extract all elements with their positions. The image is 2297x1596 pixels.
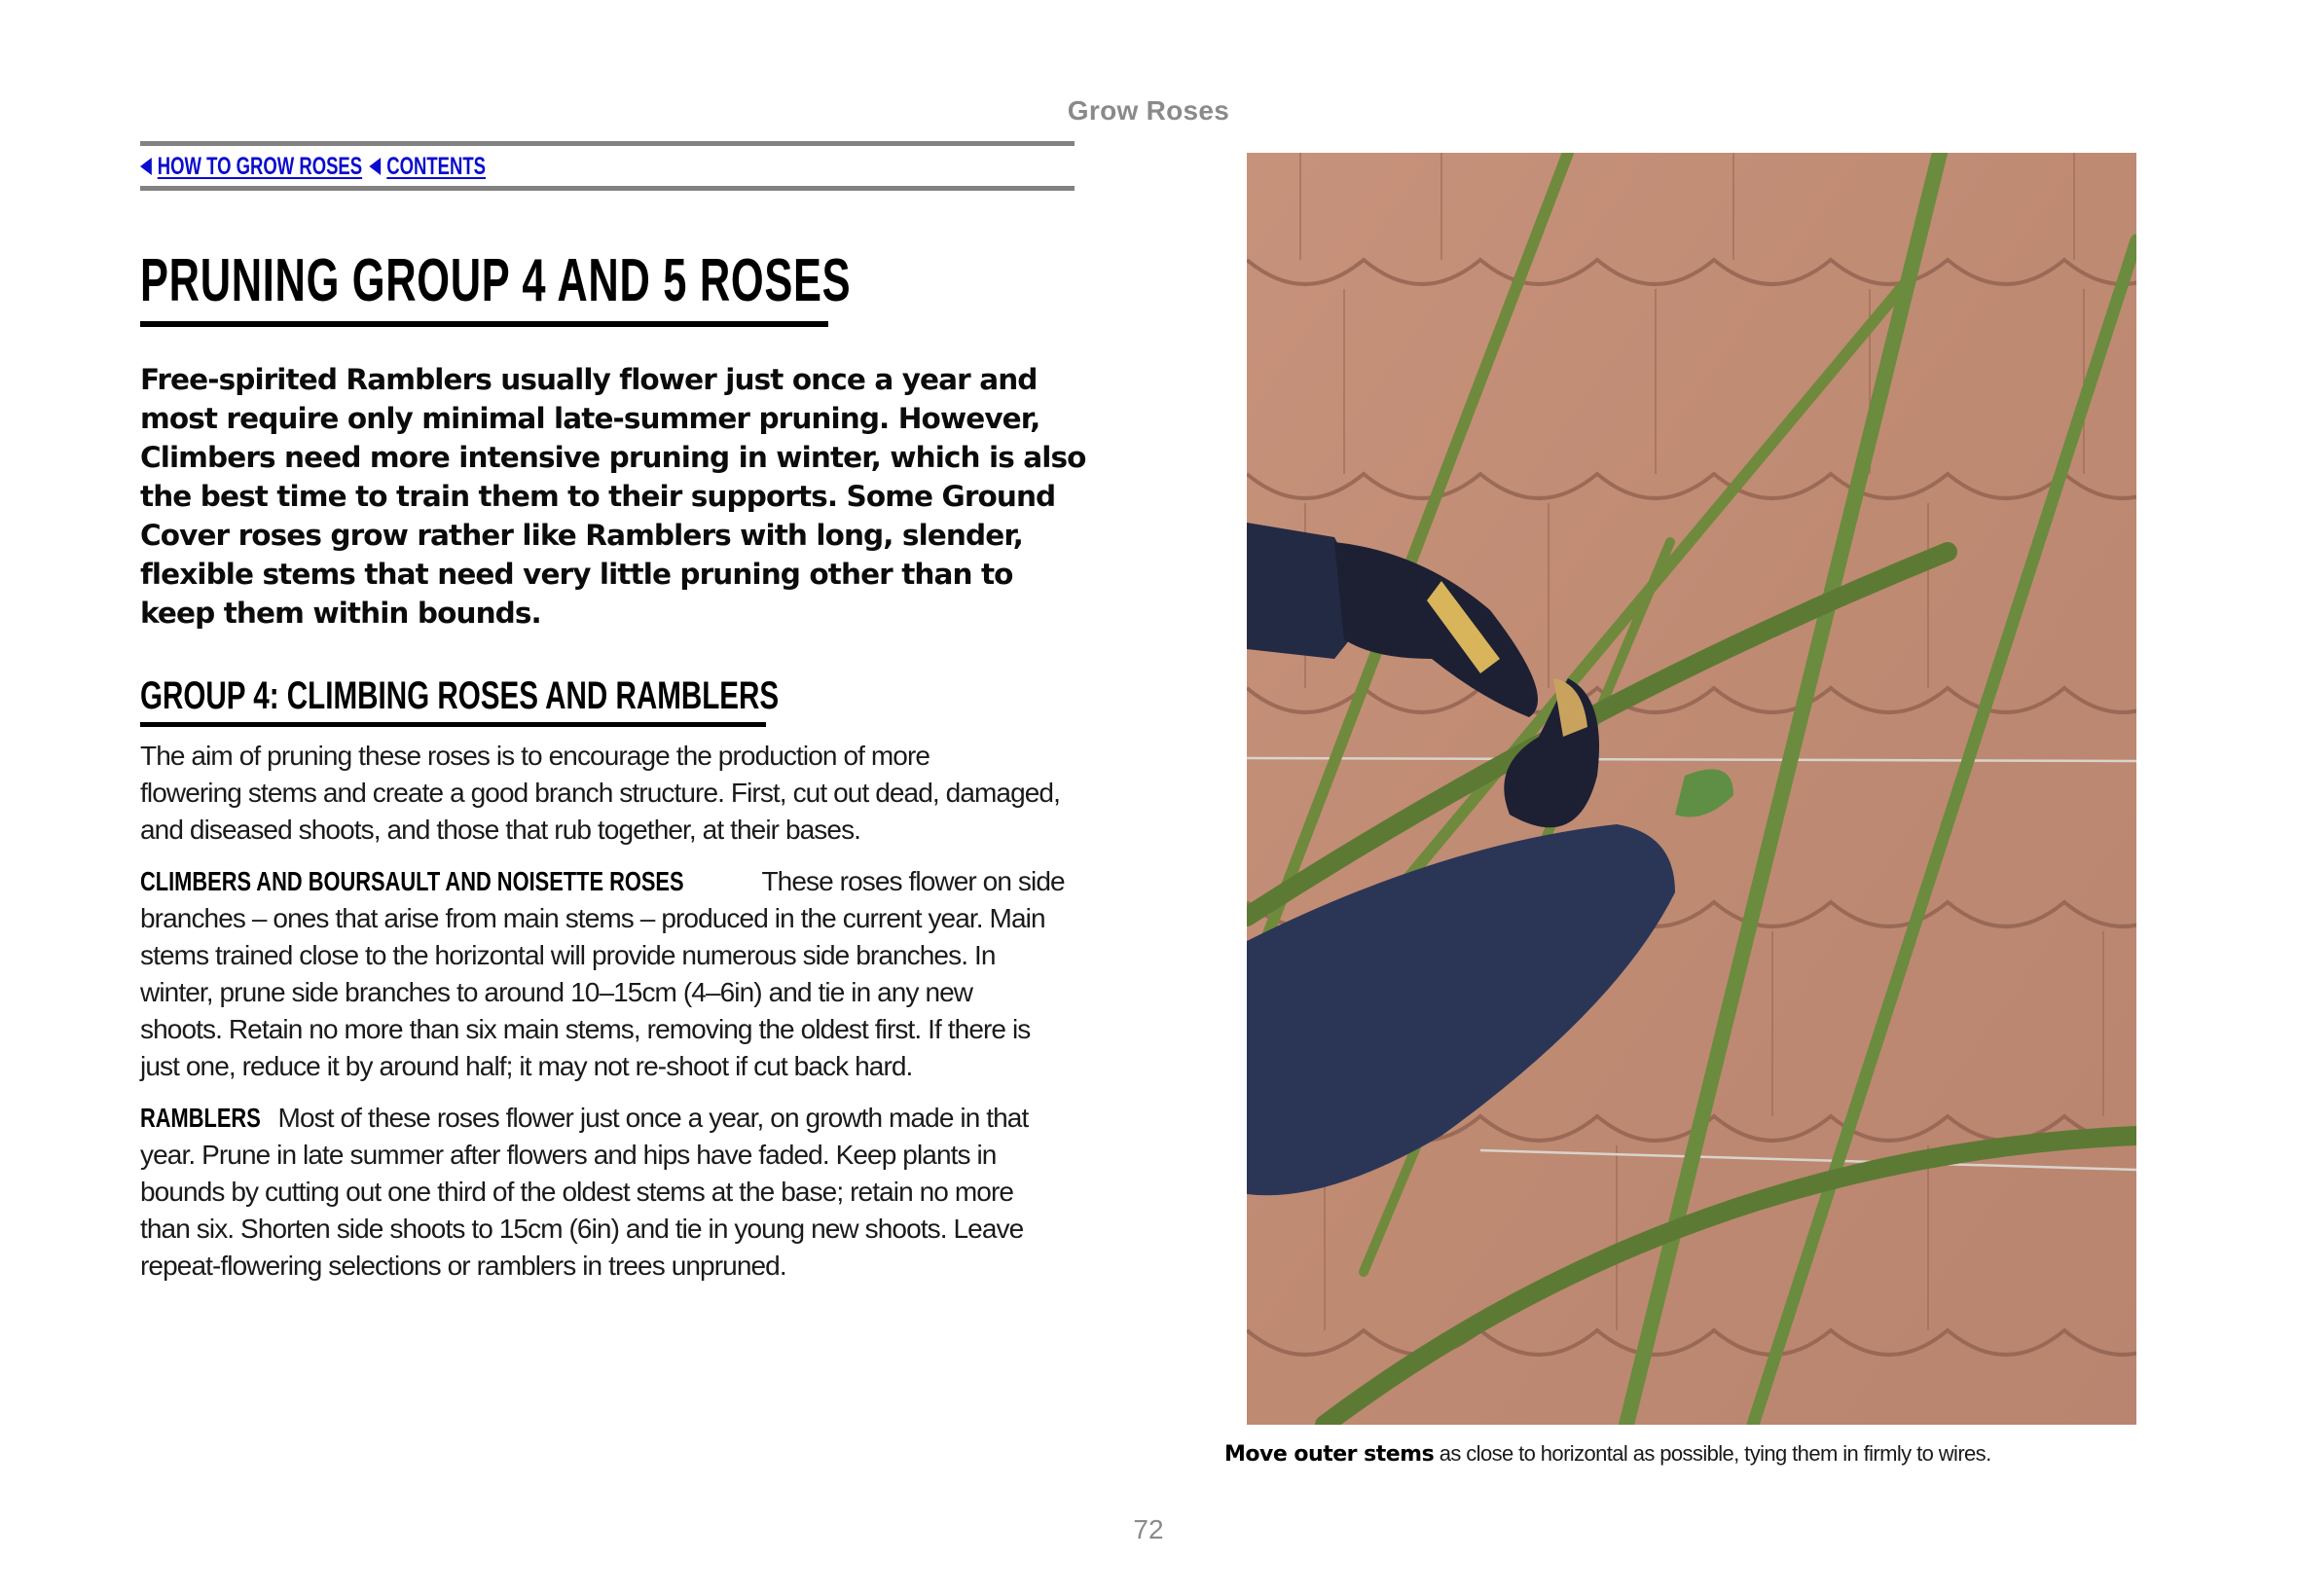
body-line — [140, 863, 1123, 900]
body-paragraph-climbers — [140, 863, 1123, 1085]
section-heading: GROUP 4: CLIMBING ROSES AND RAMBLERS — [140, 674, 780, 717]
body-line: than six. Shorten side shoots to 15cm (6in) and tie in young new shoots. Leave — [140, 1214, 1024, 1244]
body-line: branches – ones that arise from main stems – produced in the current year. Main — [140, 903, 1045, 933]
body-line: winter, prune side branches to around 10–15cm (4–6in) and tie in any new — [140, 977, 973, 1007]
caption-text: as close to horizontal as possible, tying them in firmly to wires. — [1434, 1441, 1991, 1466]
nav-bottom-rule — [140, 186, 1075, 191]
intro-line: the best time to train them to their supports. Some Ground — [140, 480, 1056, 513]
link-how-to-grow-roses[interactable]: HOW TO GROW ROSES — [157, 152, 363, 180]
body-line: just one, reduce it by around half; it may not re-shoot if cut back hard. — [140, 1051, 913, 1081]
body-line: year. Prune in late summer after flowers and hips have faded. Keep plants in — [140, 1140, 997, 1170]
intro-line: most require only minimal late-summer pruning. However, — [140, 402, 1040, 435]
body-line: bounds by cutting out one third of the oldest stems at the base; retain no more — [140, 1177, 1014, 1207]
caption-bold-lead: Move outer stems — [1224, 1442, 1435, 1467]
link-contents[interactable]: CONTENTS — [386, 152, 487, 180]
breadcrumb-nav — [140, 151, 492, 182]
page-number: 72 — [1133, 1514, 1164, 1544]
body-line: flowering stems and create a good branch structure. First, cut out dead, damaged, — [140, 778, 1060, 808]
intro-line: keep them within bounds. — [140, 597, 541, 630]
body-text: Most of these roses flower just once a year, on growth made in that — [271, 1103, 1029, 1133]
body-paragraph-aim — [140, 738, 1123, 849]
intro-line: flexible stems that need very little pruning other than to — [140, 558, 1013, 591]
triangle-left-icon — [370, 158, 382, 175]
body-line: and diseased shoots, and those that rub together, at their bases. — [140, 815, 861, 845]
section-heading-underline — [140, 722, 766, 727]
intro-line: Climbers need more intensive pruning in winter, which is also — [140, 441, 1086, 474]
nav-top-rule — [140, 141, 1075, 146]
title-underline — [140, 321, 828, 327]
photo-pruning-climbing-rose — [1247, 153, 2136, 1425]
run-in-heading-ramblers: RAMBLERS — [140, 1103, 261, 1133]
body-line: The aim of pruning these roses is to encourage the production of more — [140, 741, 930, 771]
figure-caption — [1224, 1440, 1991, 1469]
run-in-heading-climbers: CLIMBERS AND BOURSAULT AND NOISETTE ROSES — [140, 866, 684, 896]
intro-line: Free-spirited Ramblers usually flower just once a year and — [140, 363, 1038, 396]
body-line: stems trained close to the horizontal will provide numerous side branches. In — [140, 940, 996, 970]
intro-paragraph — [140, 360, 1113, 633]
page-title: PRUNING GROUP 4 AND 5 ROSES — [140, 247, 852, 314]
body-line: shoots. Retain no more than six main stems, removing the oldest first. If there is — [140, 1014, 1031, 1044]
body-paragraph-ramblers — [140, 1100, 1123, 1285]
body-line: repeat-flowering selections or ramblers in trees unpruned. — [140, 1251, 786, 1281]
running-head: Grow Roses — [1067, 95, 1230, 126]
photo-illustration — [1247, 153, 2136, 1425]
body-line — [140, 1100, 1123, 1137]
body-text: These roses flower on side — [755, 866, 1065, 896]
intro-line: Cover roses grow rather like Ramblers with long, slender, — [140, 519, 1023, 552]
triangle-left-icon — [140, 158, 152, 175]
